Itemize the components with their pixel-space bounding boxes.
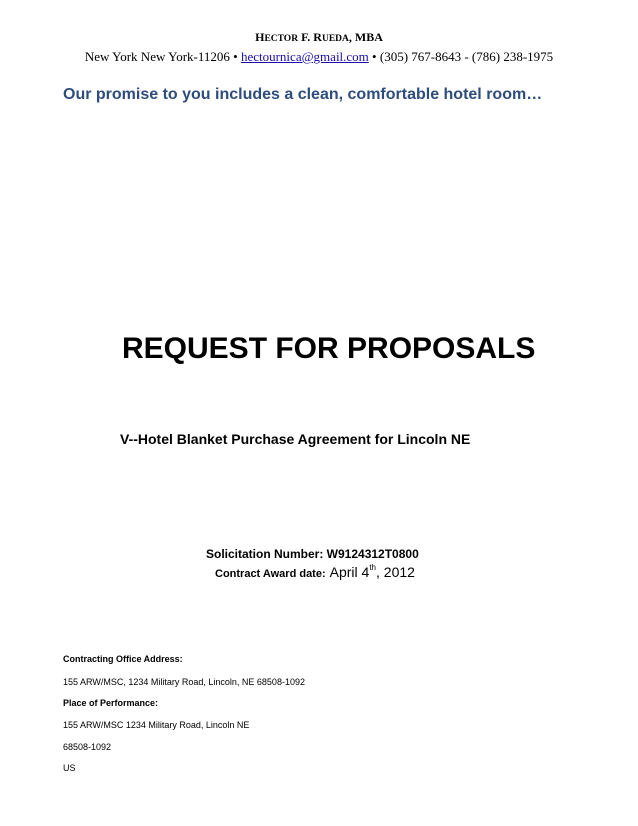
place-of-performance-label: Place of Performance:: [63, 698, 159, 708]
contact-line: [0, 49, 638, 65]
document-subtitle: V--Hotel Blanket Purchase Agreement for Lincoln NE: [120, 431, 471, 447]
bullet-separator: •: [372, 49, 377, 64]
email-link[interactable]: hectournica@gmail.com: [240, 49, 369, 64]
document-title: REQUEST FOR PROPOSALS: [122, 332, 536, 365]
promise-heading: Our promise to you includes a clean, comfortable hotel room…: [63, 86, 543, 103]
phone-numbers: (305) 767-8643 - (786) 238-1975: [379, 49, 554, 64]
author-name: HECTOR F. RUEDA, MBA: [255, 30, 383, 44]
location-text: New York New York-11206: [84, 49, 230, 64]
country: US: [63, 763, 76, 773]
award-date: [215, 563, 415, 582]
bullet-separator: •: [233, 49, 238, 64]
award-date-label: Contract Award date:: [215, 568, 326, 580]
award-date-value: April 4th, 2012: [329, 563, 415, 580]
place-of-performance-line1: 155 ARW/MSC 1234 Military Road, Lincoln NE: [63, 720, 250, 730]
contracting-office-label: Contracting Office Address:: [63, 654, 183, 664]
solicitation-number: Solicitation Number: W9124312T0800: [206, 547, 419, 561]
contracting-office-address: 155 ARW/MSC, 1234 Military Road, Lincoln, NE 68508-1092: [63, 677, 305, 687]
place-of-performance-line2: 68508-1092: [63, 742, 112, 752]
